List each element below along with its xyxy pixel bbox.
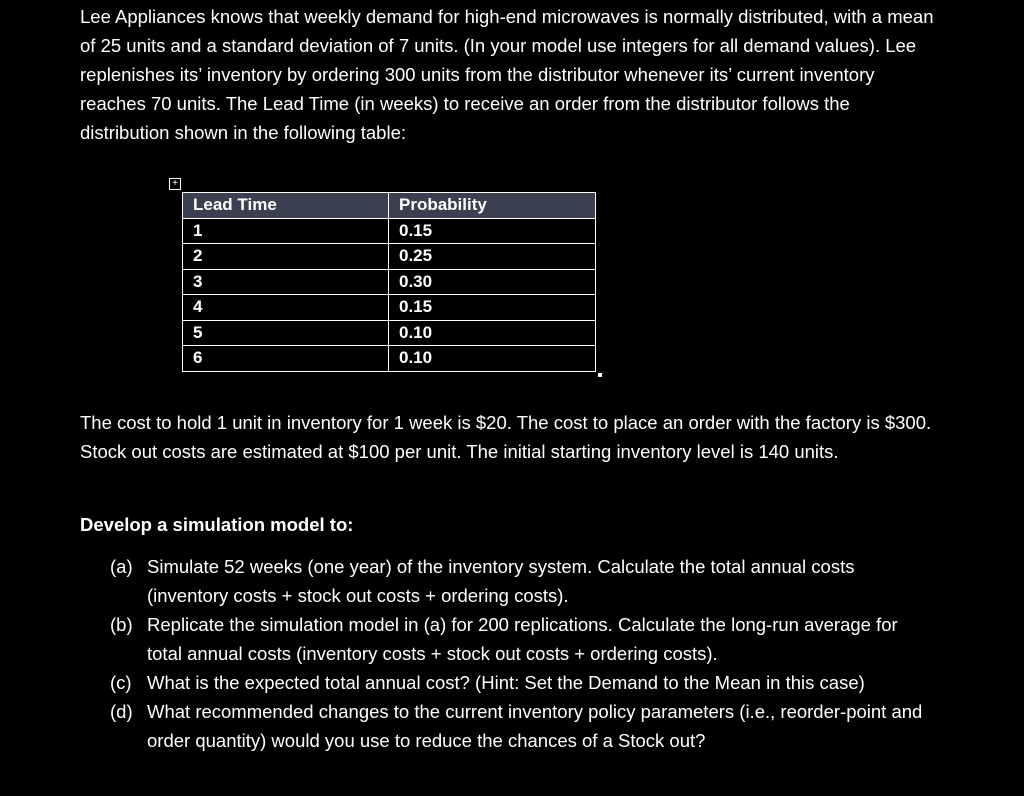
lead-time-table — [182, 192, 596, 372]
question-label: (a) — [110, 556, 133, 577]
table-row — [183, 346, 596, 372]
question-text: Replicate the simulation model in (a) for 200 replications. Calculate the long-run average for total annual costs (inventory costs + stock out costs + ordering costs). — [147, 614, 898, 664]
table-header-row — [183, 193, 596, 219]
probability-cell: 0.15 — [389, 218, 596, 244]
question-text: Simulate 52 weeks (one year) of the inventory system. Calculate the total annual costs (inventory costs + stock out costs + ordering costs). — [147, 556, 855, 606]
header-lead-time: Lead Time — [183, 193, 389, 219]
lead-time-cell: 3 — [183, 269, 389, 295]
intro-paragraph: Lee Appliances knows that weekly demand for high-end microwaves is normally distributed, with a mean of 25 units and a standard deviation of 7 units. (In your model use integers for all demand values). Lee replenishes its’ inventory by ordering 300 units from the distributor whenever its’ current inventory reaches 70 units. The Lead Time (in weeks) to receive an order from the distributor follows the distribution shown in the following table: — [80, 6, 934, 143]
list-item — [110, 697, 930, 755]
lead-time-cell: 2 — [183, 244, 389, 270]
question-text: What is the expected total annual cost? (Hint: Set the Demand to the Mean in this case) — [147, 672, 865, 693]
table-row — [183, 320, 596, 346]
list-item — [110, 610, 930, 668]
header-probability: Probability — [389, 193, 596, 219]
lead-time-cell: 5 — [183, 320, 389, 346]
list-item — [110, 552, 930, 610]
probability-cell: 0.10 — [389, 346, 596, 372]
table-row — [183, 244, 596, 270]
questions-list — [110, 552, 930, 755]
lead-time-cell: 6 — [183, 346, 389, 372]
question-label: (d) — [110, 701, 133, 722]
probability-cell: 0.10 — [389, 320, 596, 346]
resize-handle-icon[interactable] — [598, 373, 602, 377]
question-text: What recommended changes to the current inventory policy parameters (i.e., reorder-point and order quantity) would you use to reduce the chances of a Stock out? — [147, 701, 923, 751]
question-label: (b) — [110, 614, 133, 635]
table-row — [183, 218, 596, 244]
probability-cell: 0.30 — [389, 269, 596, 295]
question-label: (c) — [110, 672, 132, 693]
probability-cell: 0.25 — [389, 244, 596, 270]
move-handle-icon[interactable]: + — [169, 178, 181, 190]
table-row — [183, 295, 596, 321]
probability-cell: 0.15 — [389, 295, 596, 321]
lead-time-cell: 1 — [183, 218, 389, 244]
lead-time-cell: 4 — [183, 295, 389, 321]
list-item — [110, 668, 930, 697]
table-row — [183, 269, 596, 295]
document-page — [80, 0, 980, 751]
develop-heading: Develop a simulation model to: — [80, 514, 354, 535]
cost-paragraph: The cost to hold 1 unit in inventory for 1 week is $20. The cost to place an order with the factory is $300. Stock out costs are estimated at $100 per unit. The initial starting inventory level is 140 units. — [80, 412, 932, 462]
lead-time-table-container — [172, 178, 596, 372]
